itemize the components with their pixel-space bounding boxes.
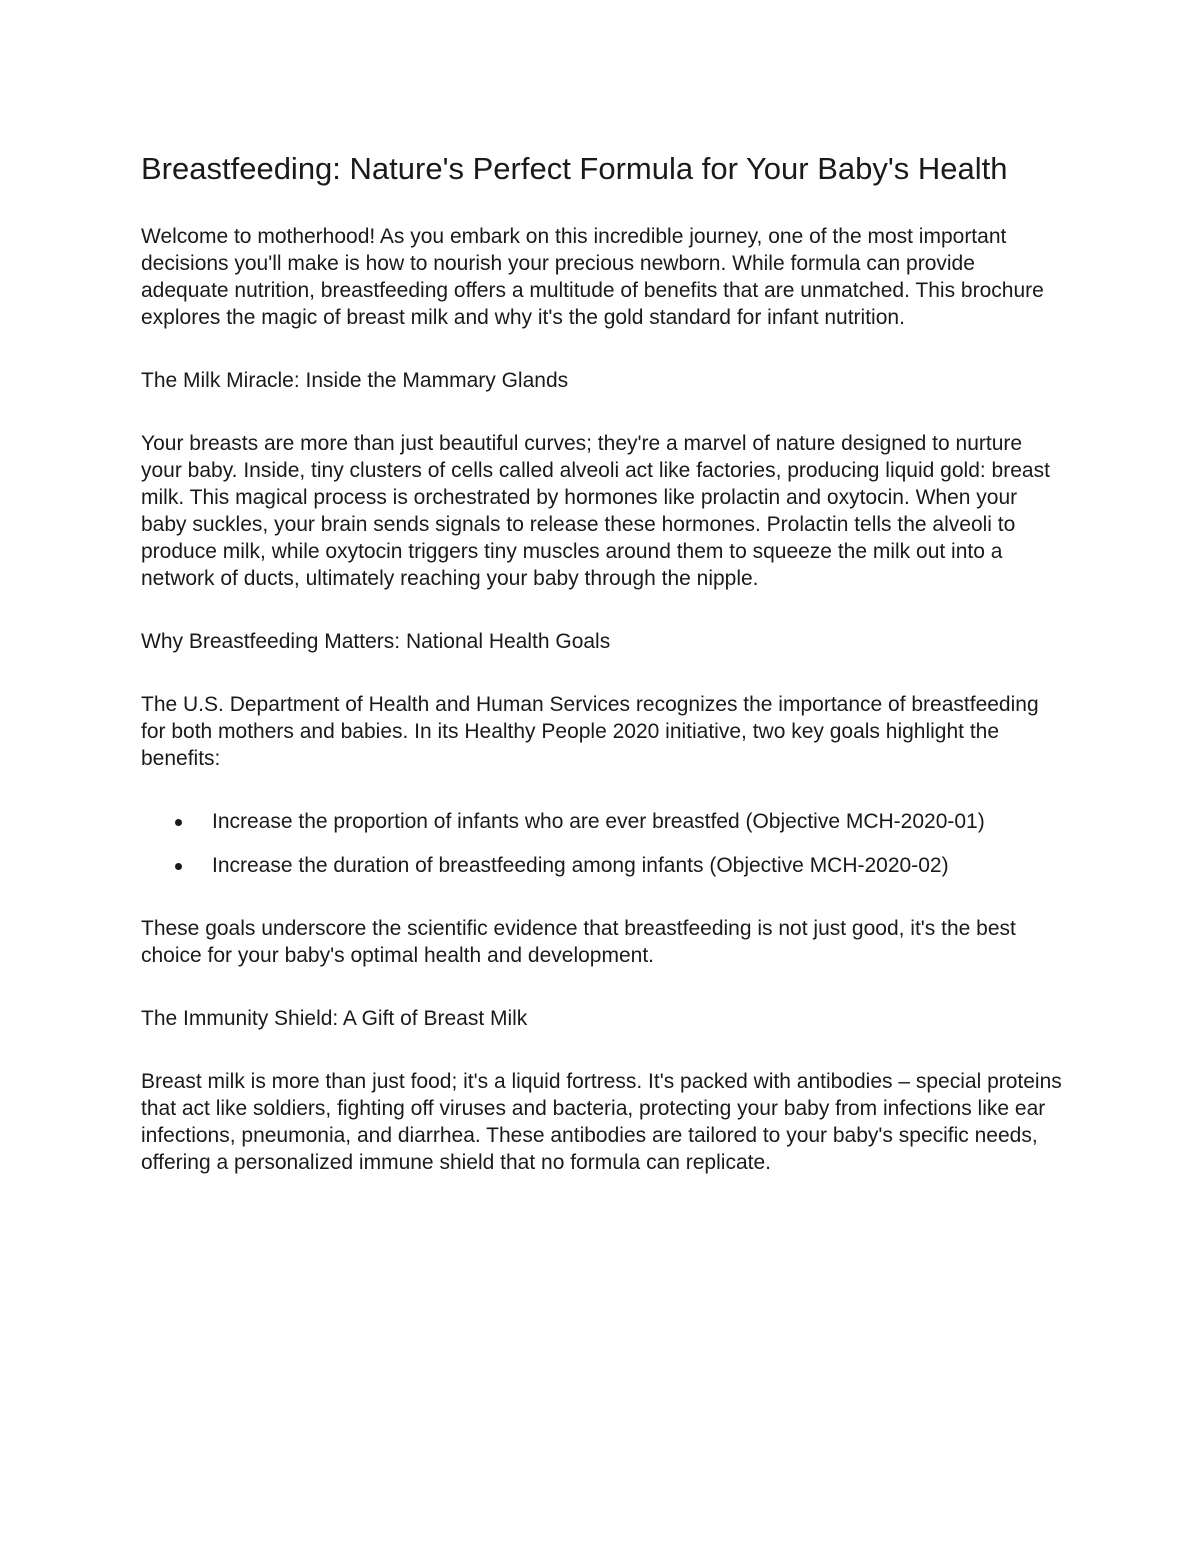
section-heading-health-goals: Why Breastfeeding Matters: National Health Goals <box>141 630 611 653</box>
list-item <box>141 852 1066 879</box>
section-heading-milk-miracle: The Milk Miracle: Inside the Mammary Glands <box>141 369 569 392</box>
list-item-text: Increase the duration of breastfeeding among infants (Objective MCH-2020-02) <box>212 854 949 877</box>
section-heading-immunity-shield: The Immunity Shield: A Gift of Breast Milk <box>141 1007 528 1030</box>
section-conclusion-health-goals: These goals underscore the scientific evidence that breastfeeding is not just good, it's the best choice for your baby's optimal health and development. <box>141 917 1016 967</box>
bullet-icon <box>175 819 182 826</box>
section-body-milk-miracle: Your breasts are more than just beautiful curves; they're a marvel of nature designed to nurture your baby. Inside, tiny clusters of cells called alveoli act like factories, producing liquid gold: breast milk. This magical process is orchestrated by hormones like prolactin and oxytocin. When your baby suckles, your brain sends signals to release these hormones. Prolactin tells the alveoli to produce milk, while oxytocin triggers tiny muscles around them to squeeze the milk out into a network of ducts, ultimately reaching your baby through the nipple. <box>141 432 1050 590</box>
bullet-icon <box>175 863 182 870</box>
document-page <box>141 148 1066 1212</box>
goals-list <box>141 808 1066 879</box>
section-body-health-goals: The U.S. Department of Health and Human Services recognizes the importance of breastfeeding for both mothers and babies. In its Healthy People 2020 initiative, two key goals highlight the benefits: <box>141 693 1039 770</box>
section-body-immunity-shield: Breast milk is more than just food; it's a liquid fortress. It's packed with antibodies – special proteins that act like soldiers, fighting off viruses and bacteria, protecting your baby from infections like ear infections, pneumonia, and diarrhea. These antibodies are tailored to your baby's specific needs, offering a personalized immune shield that no formula can replicate. <box>141 1070 1062 1174</box>
document-title: Breastfeeding: Nature's Perfect Formula for Your Baby's Health <box>141 151 1008 186</box>
list-item-text: Increase the proportion of infants who are ever breastfed (Objective MCH-2020-01) <box>212 810 985 833</box>
list-item <box>141 808 1066 835</box>
intro-paragraph: Welcome to motherhood! As you embark on this incredible journey, one of the most important decisions you'll make is how to nourish your precious newborn. While formula can provide adequate nutrition, breastfeeding offers a multitude of benefits that are unmatched. This brochure explores the magic of breast milk and why it's the gold standard for infant nutrition. <box>141 225 1044 329</box>
